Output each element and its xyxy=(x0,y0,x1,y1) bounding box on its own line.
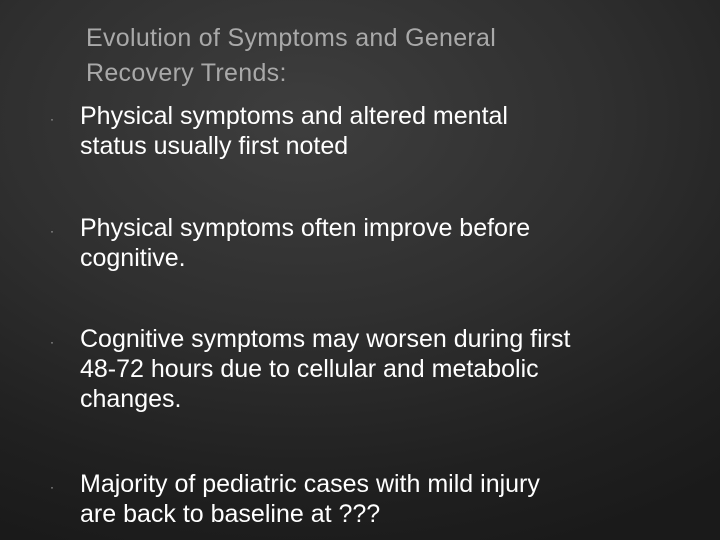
bullet-dot-icon: · xyxy=(50,112,54,126)
bullet-3-line-1: Cognitive symptoms may worsen during first xyxy=(80,325,571,353)
bullet-1-line-1: Physical symptoms and altered mental xyxy=(80,102,508,130)
bullet-text-2 xyxy=(80,213,690,273)
bullet-dot-icon: · xyxy=(50,224,54,238)
bullet-4-line-2: are back to baseline at ??? xyxy=(80,500,381,528)
bullet-4-line-1: Majority of pediatric cases with mild injury xyxy=(80,470,540,498)
bullet-text-4 xyxy=(80,469,690,529)
bullet-1-line-2: status usually first noted xyxy=(80,132,349,160)
bullet-2-line-2: cognitive. xyxy=(80,244,186,272)
bullet-text-1 xyxy=(80,101,690,161)
bullet-3-line-3: changes. xyxy=(80,385,182,413)
slide-title-line-1: Evolution of Symptoms and General xyxy=(86,24,497,52)
slide-title xyxy=(86,21,686,91)
bullet-text-3 xyxy=(80,324,690,414)
bullet-dot-icon: · xyxy=(50,335,54,349)
bullet-dot-icon: · xyxy=(50,480,54,494)
bullet-3-line-2: 48-72 hours due to cellular and metabolic xyxy=(80,355,539,383)
slide-title-line-2: Recovery Trends: xyxy=(86,59,287,87)
bullet-2-line-1: Physical symptoms often improve before xyxy=(80,214,531,242)
